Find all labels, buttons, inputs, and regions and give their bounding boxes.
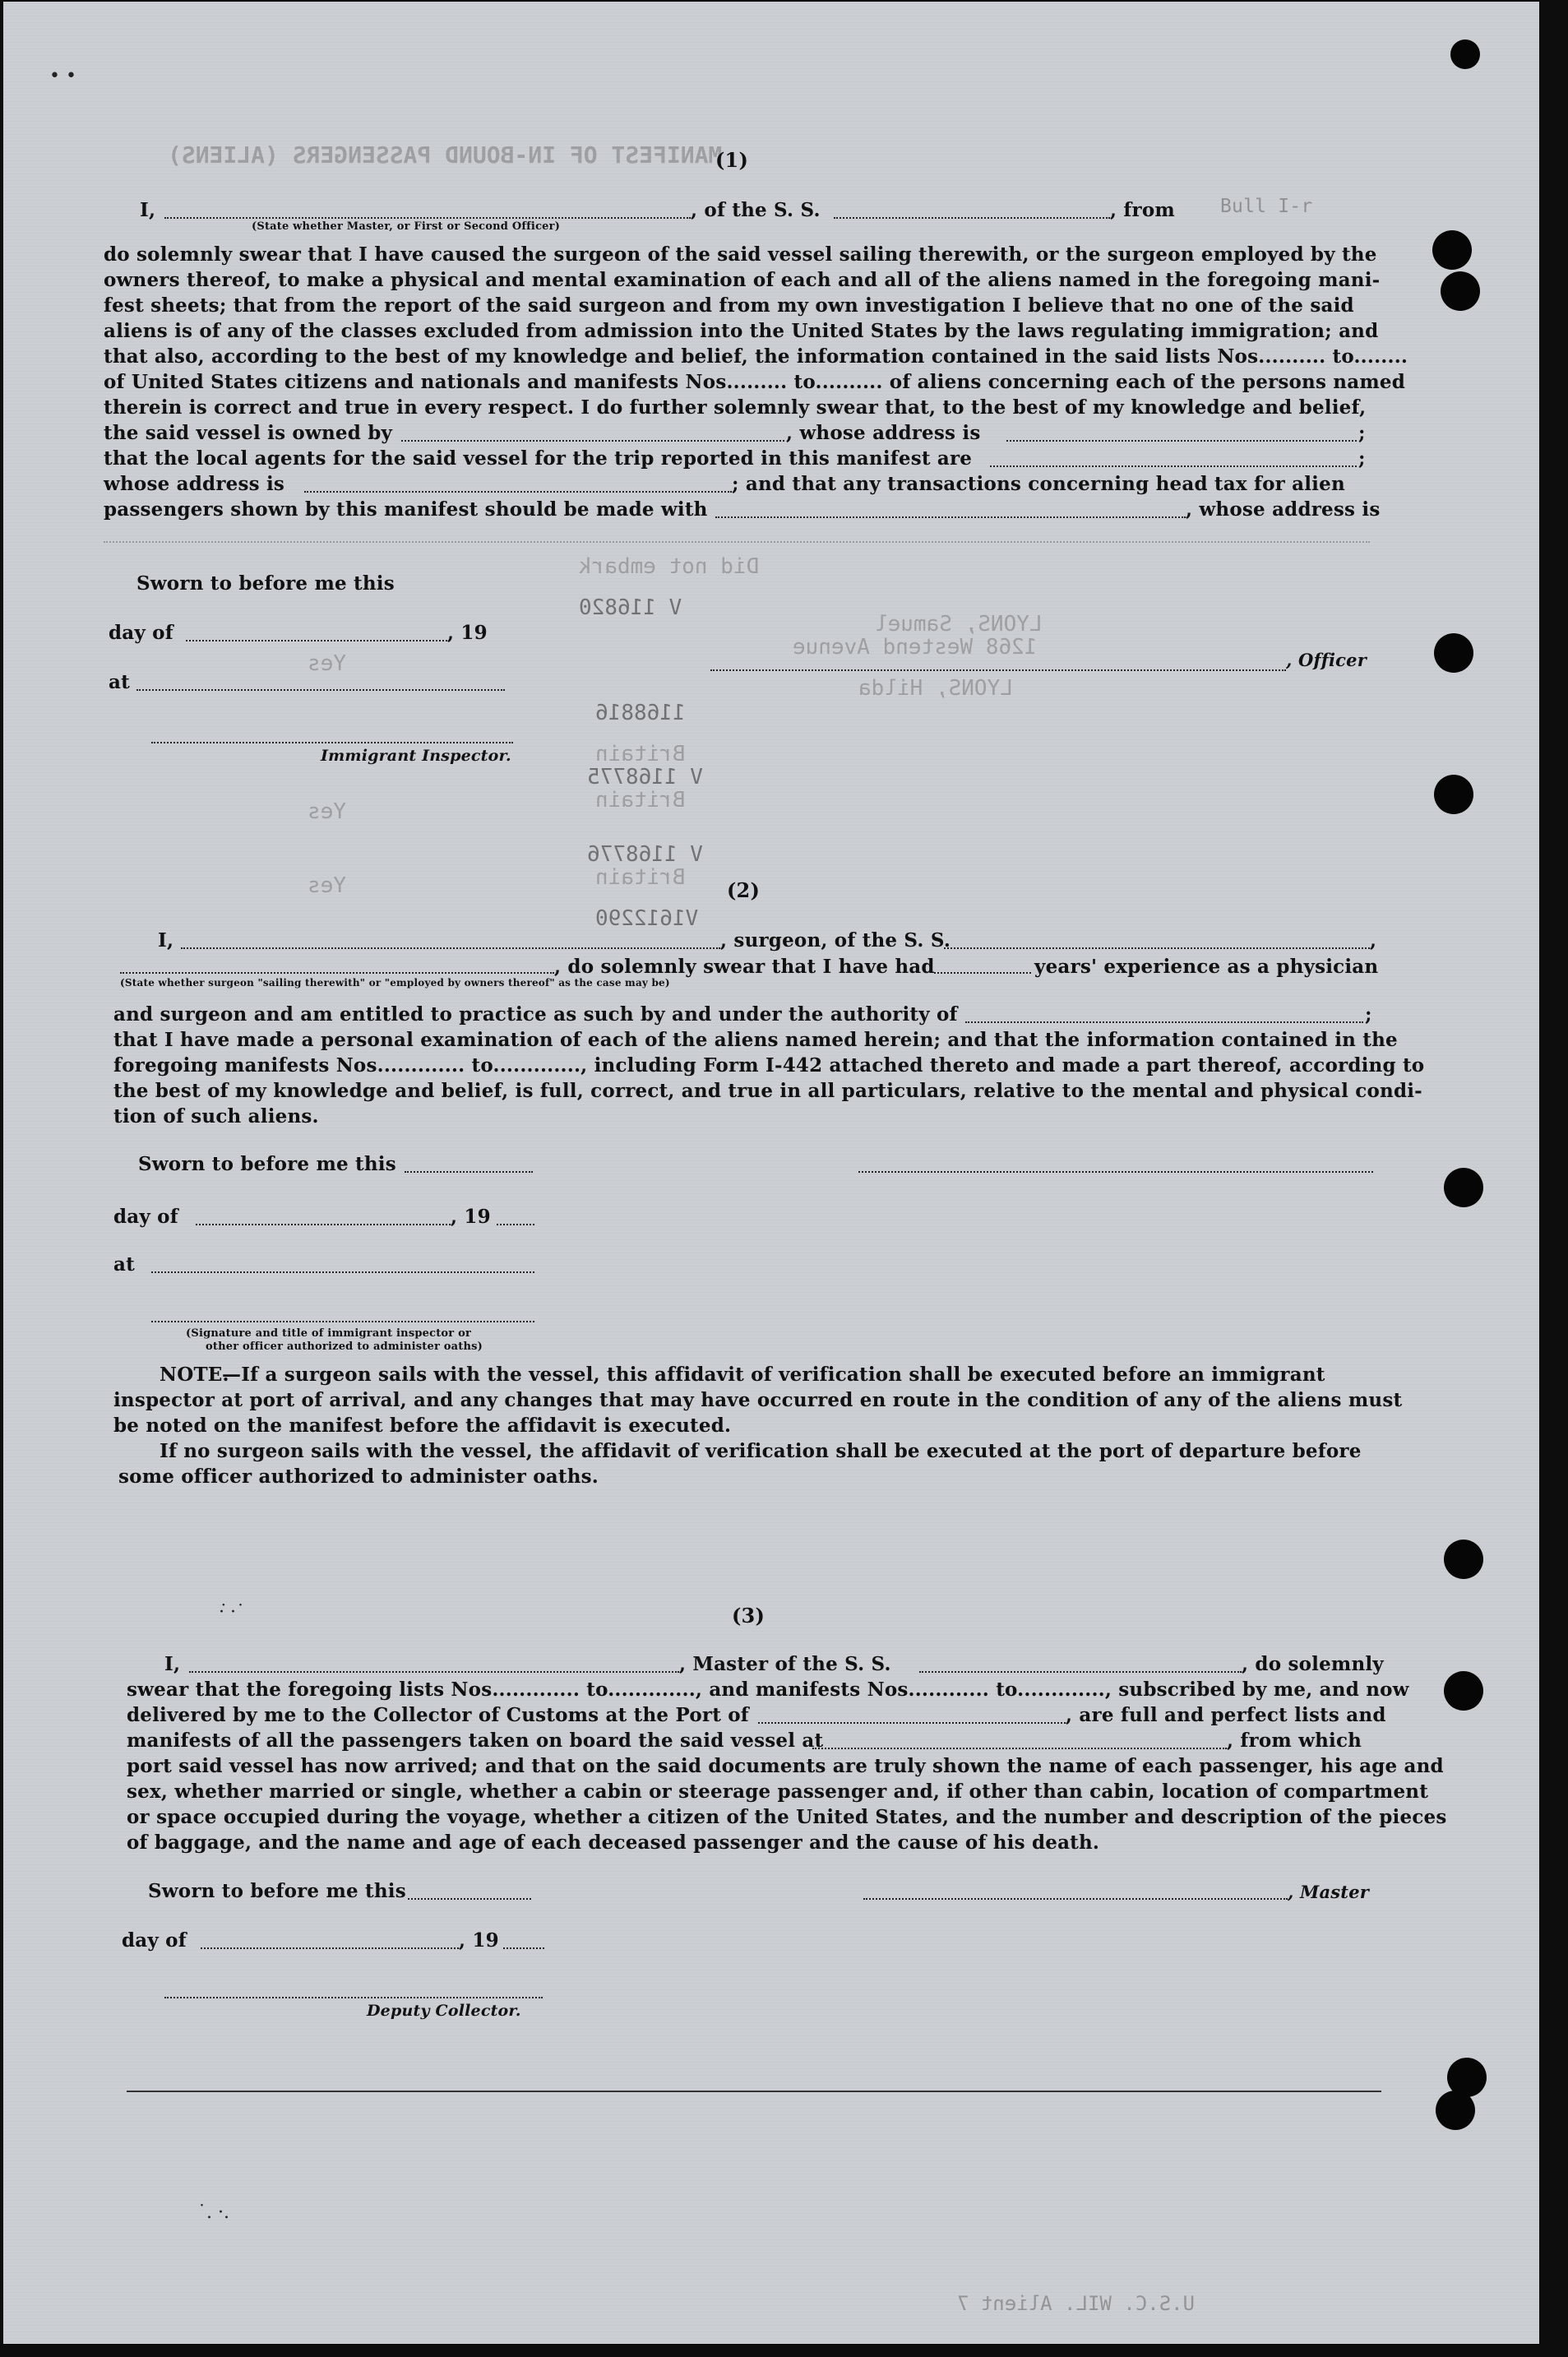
s1-owned-address-label: , whose address is [786,422,981,444]
s2-para-line: the best of my knowledge and belief, is full, correct, and true in all particulars, relative to the mental and physical condi- [113,1080,1422,1102]
s3-from-which: , from which [1227,1730,1362,1752]
bleed-text: 1268 Westend Avenue [793,635,1038,660]
s1-para-line: therein is correct and true in every respect. I do further solemnly swear that, to the best of my knowledge and belief, [104,396,1367,419]
s3-deputy-label: Deputy Collector. [367,2002,521,2020]
punch-hole [1444,1540,1483,1579]
s1-owner-address-field [1006,440,1357,442]
stray-mark: ·͘ ·˙ [219,1602,245,1623]
s3-line1-solemnly: , do solemnly [1242,1653,1384,1675]
s2-at-field [151,1271,534,1273]
bleed-text: V 116820 [579,595,682,620]
s3-sworn-label: Sworn to before me this [148,1880,406,1902]
s1-officer-name-field [164,217,691,219]
s1-agents-label: that the local agents for the said vessel for the trip reported in this manifest are [104,447,973,470]
section-3-number: (3) [732,1604,765,1628]
s1-passengers-label: passengers shown by this manifest should be made with [104,498,708,521]
s3-day-field [201,1947,459,1949]
s1-passengers-field [715,516,1186,518]
s2-caption-a: (Signature and title of immigrant inspector or [186,1327,471,1340]
bleed-text: Yes [308,651,346,676]
punch-hole [1441,271,1480,311]
bleed-text: Did not embark [579,554,760,579]
s2-note2-line: If no surgeon sails with the vessel, the affidavit of verification shall be executed at the port of departure before [160,1440,1362,1462]
s2-vessel-field [944,947,1370,949]
s3-year-field [503,1947,544,1949]
s2-inspector-signature-field [151,1321,534,1322]
s1-para-line: that also, according to the best of my knowledge and belief, the information contained in the said lists Nos.......... to........ [104,345,1408,368]
bleed-text: Yes [308,873,346,898]
s2-caption: (State whether surgeon "sailing therewith" or "employed by owners thereof" as the case may be) [120,977,670,989]
s3-boarded-at-field [812,1748,1227,1749]
s3-line1-i: I, [164,1653,181,1675]
s1-sworn-label: Sworn to before me this [136,572,395,595]
s2-status-field [120,972,554,974]
s2-para-line: foregoing manifests Nos............. to............., including Form I-442 attached thereto and made a part thereof, according to [113,1054,1425,1077]
punch-hole [1436,2091,1475,2130]
s1-para-line: owners thereof, to make a physical and mental examination of each and all of the aliens named in the foregoing mani- [104,269,1381,291]
s1-line1-ss: , of the S. S. [691,199,821,221]
section-2-number: (2) [727,878,761,902]
s2-authority-label: and surgeon and am entitled to practice as such by and under the authority of [113,1003,958,1026]
s1-caption: (State whether Master, or First or Second Officer) [252,220,561,233]
s2-sworn-label: Sworn to before me this [138,1153,396,1175]
s2-caption-b: other officer authorized to administer oaths) [206,1341,483,1353]
s2-comma: , [1370,929,1377,952]
s3-collector-signature-field [164,1997,543,1998]
s2-note-line: —If a surgeon sails with the vessel, this affidavit of verification shall be executed before an immigrant [222,1364,1325,1386]
s1-owner-field [401,440,784,442]
s1-vessel-field [834,217,1110,219]
punch-hole [1450,39,1480,69]
s2-at-label: at [113,1253,135,1276]
s3-master-name-field [189,1671,679,1673]
s3-para-line: delivered by me to the Collector of Customs at the Port of [127,1704,749,1726]
s1-passengers-address-trail [104,541,1370,543]
bleed-text: LYONS, Samuel [875,612,1043,637]
s1-from-fill: Bull I-r [1220,196,1313,217]
s1-head-tax-text: ; and that any transactions concerning head tax for alien [732,473,1345,495]
s1-day-field [186,640,447,641]
s1-year-label: , 19 [447,622,488,644]
s2-year-field [497,1224,534,1225]
s1-para-line: fest sheets; that from the report of the said surgeon and from my own investigation I believe that no one of the said [104,294,1354,317]
s3-para-line: sex, whether married or single, whether a cabin or steerage passenger and, if other than cabin, location of compartment [127,1780,1429,1803]
s3-para-line: of baggage, and the name and age of each deceased passenger and the cause of his death. [127,1831,1100,1854]
bleed-text: V 1168775 [587,765,703,790]
bleed-text: Britain [595,742,686,766]
s2-note-line: inspector at port of arrival, and any changes that may have occurred en route in the condition of any of the aliens must [113,1389,1403,1411]
s2-day-label: day of [113,1206,178,1228]
s3-port-field [758,1722,1066,1724]
s3-para-line: swear that the foregoing lists Nos............. to............., and manifests Nos............ to............., subscribed by me, and now [127,1679,1409,1701]
footer-bleed: U.S.C. WIL. Alient 7 [957,2292,1195,2315]
manifest-page [3,2,1539,2344]
s1-at-label: at [109,671,130,693]
s2-semicolon: ; [1365,1003,1372,1026]
s2-day-field [196,1224,451,1225]
bleed-text: V 1168776 [587,842,703,867]
s2-surgeon-name-field [181,947,720,949]
punch-hole [1434,633,1473,673]
s1-passengers-address-label: , whose address is [1186,498,1381,521]
s3-day-label: day of [122,1929,187,1952]
bleed-text: V1612290 [595,906,699,931]
bleed-text: Britain [595,788,686,813]
bleed-text: Britain [595,865,686,890]
s3-para-line: or space occupied during the voyage, whether a citizen of the United States, and the number and description of the pieces [127,1806,1447,1828]
punch-hole [1444,1168,1483,1207]
s3-line1-ss: , Master of the S. S. [679,1653,891,1675]
punch-hole [1434,775,1473,814]
s1-line1-from: , from [1110,199,1175,221]
s1-agents-field [990,465,1357,467]
s1-para-line: of United States citizens and nationals and manifests Nos......... to.......... of aliens concerning each of the persons named [104,371,1405,393]
s2-line1-ss: , surgeon, of the S. S. [720,929,951,952]
s3-year-label: , 19 [459,1929,499,1952]
s1-officer-label: , Officer [1286,650,1367,670]
s2-para-line: tion of such aliens. [113,1105,319,1128]
s2-authority-field [965,1021,1363,1023]
s2-years-field [934,972,1031,974]
section-1-number: (1) [715,148,749,172]
s1-agents-address-label: whose address is [104,473,285,495]
s3-para-line: manifests of all the passengers taken on board the said vessel at [127,1730,824,1752]
stray-mark: • • [49,66,76,86]
s1-at-field [136,689,505,691]
s1-inspector-signature-field [151,742,513,743]
s1-para-line: do solemnly swear that I have caused the surgeon of the said vessel sailing therewith, or the surgeon employed by the [104,243,1377,266]
s2-swear-text: , do solemnly swear that I have had [554,956,935,978]
s1-line1-i: I, [140,199,156,221]
s1-para-line: aliens is of any of the classes excluded from admission into the United States by the laws regulating immigration; and [104,320,1379,342]
punch-hole [1444,1671,1483,1711]
s3-master-label: , Master [1288,1882,1370,1902]
s2-note2-line: some officer authorized to administer oaths. [118,1466,599,1488]
s2-note-line: be noted on the manifest before the affidavit is executed. [113,1415,732,1437]
s1-semicolon: ; [1358,447,1366,470]
s2-note-label: NOTE. [160,1364,229,1386]
bleed-text: Yes [308,799,346,824]
s2-year-label: , 19 [451,1206,491,1228]
punch-hole [1432,230,1472,270]
s1-agents-address-field [304,491,732,493]
s1-officer-signature-field [710,669,1286,671]
s2-line1-i: I, [158,929,174,952]
bleed-text: LYONS, Hilda [858,676,1013,701]
s1-day-label: day of [109,622,173,644]
s2-sworn-field [405,1171,533,1173]
stray-mark: ˙. ·. [197,2202,229,2223]
s2-surgeon-signature-field [858,1171,1373,1173]
s1-inspector-label: Immigrant Inspector. [321,747,511,765]
s1-owned-label: the said vessel is owned by [104,422,393,444]
bleed-text: 1168816 [595,701,686,725]
s3-master-signature-field [863,1898,1288,1900]
s2-years-text: years' experience as a physician [1034,956,1379,978]
bleed-title: MANIFEST OF IN-BOUND PASSENGERS (ALIENS) [168,141,723,169]
s2-para-line: that I have made a personal examination of each of the aliens named herein; and that the information contained in the [113,1029,1398,1051]
s3-vessel-field [919,1671,1242,1673]
s3-para-line: port said vessel has now arrived; and that on the said documents are truly shown the name of each passenger, his age and [127,1755,1444,1777]
s3-sworn-field [408,1898,531,1900]
s1-semicolon: ; [1358,422,1366,444]
s3-full-lists: , are full and perfect lists and [1066,1704,1386,1726]
bottom-rule [127,2091,1381,2092]
